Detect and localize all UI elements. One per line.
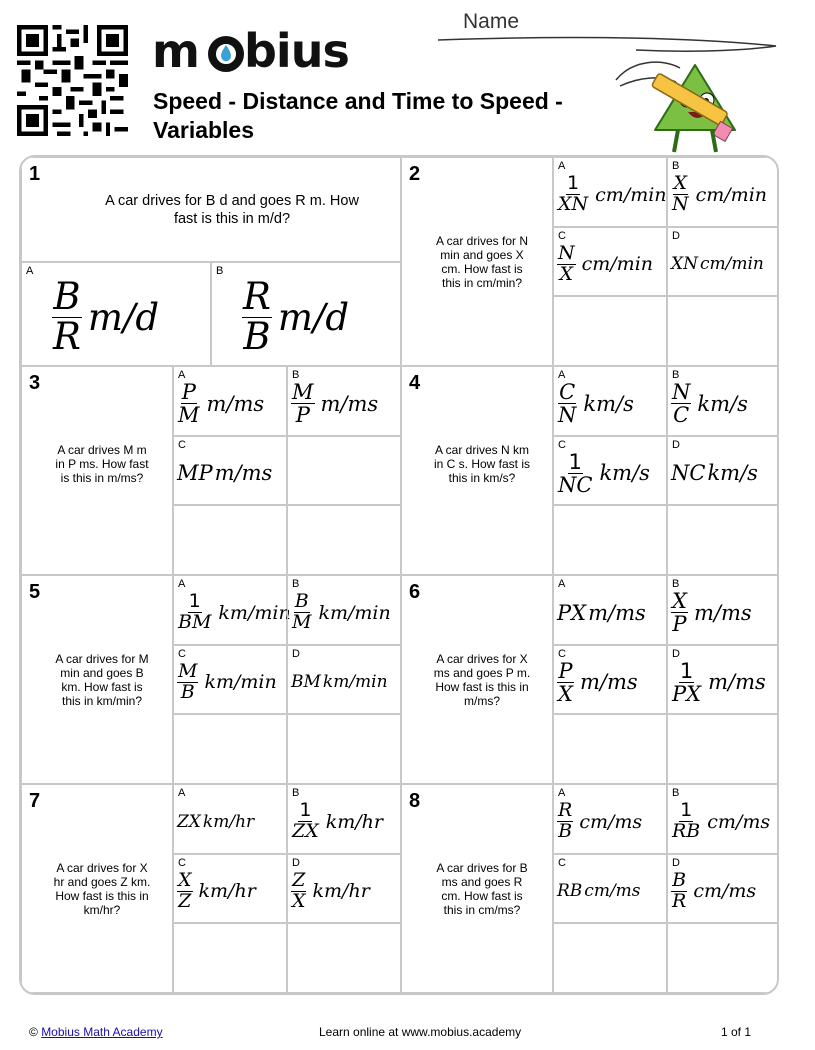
answer-content xyxy=(291,584,399,642)
option-letter: B xyxy=(672,160,680,172)
answer-content xyxy=(671,793,779,851)
fraction-numerator: X xyxy=(178,868,192,891)
empty-cell xyxy=(287,714,401,784)
svg-text:m: m xyxy=(152,27,199,78)
option-letter: B xyxy=(672,787,680,799)
mascot-illustration xyxy=(612,40,742,158)
option-letter: B xyxy=(292,369,300,381)
answer-unit: m/d xyxy=(87,295,160,339)
fraction-denominator: N xyxy=(672,193,689,216)
question-number: 2 xyxy=(409,163,421,185)
fraction-denominator: M xyxy=(178,403,200,428)
answer-content xyxy=(557,375,665,433)
answer-content xyxy=(671,584,779,642)
question-cell xyxy=(401,575,553,784)
answer-unit: km/s xyxy=(707,461,758,486)
empty-cell xyxy=(553,923,667,993)
answer-content xyxy=(557,654,665,712)
fraction-numerator: B xyxy=(672,868,687,891)
fraction-numerator: R xyxy=(243,274,271,318)
fraction-numerator: 1 xyxy=(299,799,312,822)
answer-content xyxy=(291,793,399,851)
answer-content xyxy=(177,793,285,851)
answer-option-c[interactable] xyxy=(553,227,667,297)
option-letter: A xyxy=(558,369,566,381)
question-text: A car drives for B d and goes R m. How fast is this in m/d? xyxy=(105,193,359,227)
answer-option-b[interactable] xyxy=(667,784,779,854)
question-text: A car drives for X hr and goes Z km. How fast is this in km/hr? xyxy=(53,861,151,917)
fraction-denominator: Z xyxy=(178,889,192,912)
answer-unit: km/min xyxy=(218,601,291,624)
fraction-numerator: 1 xyxy=(679,658,694,683)
fraction-numerator: 1 xyxy=(680,799,693,822)
answer-unit: cm/min xyxy=(695,183,768,206)
fraction-numerator: X xyxy=(673,172,688,195)
answer-option-a[interactable] xyxy=(553,157,667,227)
fraction-denominator: BM xyxy=(178,611,212,634)
fraction-numerator: 1 xyxy=(568,449,582,474)
answer-option-d[interactable] xyxy=(287,645,401,715)
answer-content xyxy=(671,166,779,224)
answer-expression: PX xyxy=(557,600,587,625)
question-cell xyxy=(21,784,173,993)
answer-fraction xyxy=(291,381,315,426)
question-number: 3 xyxy=(29,372,41,394)
answer-unit: m/ms xyxy=(214,461,273,486)
fraction-numerator: B xyxy=(53,274,81,318)
option-letter: C xyxy=(178,856,186,869)
option-letter: A xyxy=(178,369,186,381)
answer-content xyxy=(242,271,399,363)
answer-content xyxy=(557,445,665,503)
fraction-numerator: M xyxy=(292,380,314,405)
answer-fraction xyxy=(242,274,272,358)
fraction-numerator: N xyxy=(558,241,575,264)
empty-cell xyxy=(667,296,779,366)
empty-cell xyxy=(667,714,779,784)
fraction-numerator: B xyxy=(294,590,309,613)
copyright-symbol: © xyxy=(29,1025,38,1039)
question-cell xyxy=(21,575,173,784)
question-cell xyxy=(21,157,401,262)
option-letter: A xyxy=(558,578,566,590)
answer-unit: m/ms xyxy=(320,391,379,416)
option-letter: C xyxy=(558,856,566,869)
answer-unit: km/hr xyxy=(312,880,370,903)
answer-expression: BM xyxy=(291,672,321,693)
answer-unit: km/min xyxy=(204,671,277,694)
option-letter: A xyxy=(178,578,186,590)
question-number: 5 xyxy=(29,581,41,603)
answer-unit: cm/min xyxy=(595,183,667,206)
answer-content xyxy=(177,445,285,503)
fraction-denominator: ZX xyxy=(292,820,319,843)
answer-unit: km/s xyxy=(599,461,650,486)
option-letter: D xyxy=(292,856,300,869)
option-letter: A xyxy=(558,787,566,799)
answer-unit: m/ms xyxy=(579,670,638,695)
answer-content xyxy=(671,654,779,712)
fraction-denominator: B xyxy=(180,680,195,703)
question-number: 7 xyxy=(29,790,41,812)
answer-option-a[interactable] xyxy=(173,366,287,436)
answer-unit: cm/ms xyxy=(579,810,643,833)
question-text: A car drives M m in P ms. How fast is this in m/ms? xyxy=(55,443,149,485)
empty-cell xyxy=(287,923,401,993)
answer-unit: m/ms xyxy=(708,670,766,695)
question-number: 6 xyxy=(409,581,421,603)
answer-content xyxy=(557,863,665,921)
empty-cell xyxy=(173,714,287,784)
mobius-logo xyxy=(152,27,354,79)
answer-fraction xyxy=(177,659,198,703)
answer-option-a[interactable] xyxy=(553,366,667,436)
qr-code xyxy=(17,25,128,136)
answer-fraction xyxy=(557,381,577,426)
empty-cell xyxy=(173,505,287,575)
option-letter: A xyxy=(178,787,186,799)
option-letter: D xyxy=(292,647,300,660)
answer-option-d[interactable] xyxy=(287,854,401,924)
fraction-numerator: R xyxy=(558,799,573,822)
answer-unit: m/d xyxy=(277,295,350,339)
answer-fraction xyxy=(671,660,702,705)
answer-option-a[interactable] xyxy=(173,784,287,854)
worksheet xyxy=(19,155,779,995)
answer-content xyxy=(671,375,779,433)
answer-unit: m/ms xyxy=(206,391,265,416)
answer-unit: cm/ms xyxy=(584,881,641,902)
empty-cell xyxy=(553,505,667,575)
fraction-numerator: P xyxy=(181,380,196,405)
question-number: 4 xyxy=(409,372,421,394)
answer-option-b[interactable] xyxy=(287,784,401,854)
fraction-denominator: PX xyxy=(672,681,702,706)
answer-fraction xyxy=(557,451,593,496)
page-number: 1 of 1 xyxy=(721,1025,752,1039)
fraction-denominator: X xyxy=(292,889,306,912)
question-cell xyxy=(401,366,553,575)
answer-content xyxy=(671,863,779,921)
answer-expression: RB xyxy=(557,881,583,902)
answer-content xyxy=(177,584,291,642)
answer-fraction xyxy=(671,868,687,912)
answer-option-d[interactable] xyxy=(667,436,779,506)
answer-content xyxy=(557,166,665,224)
question-number: 1 xyxy=(29,163,41,185)
question-text: A car drives for N min and goes X cm. How fast is this in cm/min? xyxy=(435,234,529,290)
answer-fraction xyxy=(557,174,589,215)
answer-expression: NC xyxy=(671,461,706,486)
answer-unit: m/ms xyxy=(693,600,752,625)
fraction-denominator: M xyxy=(292,611,312,634)
option-letter: B xyxy=(216,265,224,277)
answer-unit: km/hr xyxy=(202,811,255,832)
mobius-academy-link[interactable]: Mobius Math Academy xyxy=(41,1025,163,1039)
answer-option-c[interactable] xyxy=(173,854,287,924)
fraction-numerator: C xyxy=(559,380,576,405)
fraction-numerator: 1 xyxy=(188,590,201,613)
answer-content xyxy=(671,236,779,294)
answer-option-b[interactable] xyxy=(287,366,401,436)
answer-fraction xyxy=(177,868,193,912)
answer-option-c[interactable] xyxy=(173,436,287,506)
fraction-denominator: XN xyxy=(558,193,589,216)
question-text: A car drives N km in C s. How fast is this in km/s? xyxy=(433,443,531,485)
option-letter: D xyxy=(672,647,680,660)
answer-option-d[interactable] xyxy=(667,854,779,924)
svg-text:bius: bius xyxy=(244,27,349,78)
option-letter: C xyxy=(558,647,566,660)
answer-content xyxy=(557,236,665,294)
fraction-numerator: M xyxy=(178,659,198,682)
fraction-numerator: P xyxy=(558,658,573,683)
option-letter: B xyxy=(292,787,300,799)
answer-option-a[interactable] xyxy=(553,784,667,854)
fraction-denominator: RB xyxy=(672,820,701,843)
question-text: A car drives for X ms and goes P m. How fast is this in m/ms? xyxy=(433,652,531,708)
answer-fraction xyxy=(291,592,312,633)
answer-fraction xyxy=(557,801,573,842)
answer-option-b[interactable] xyxy=(287,575,401,645)
answer-content xyxy=(291,863,399,921)
answer-fraction xyxy=(291,801,320,842)
option-letter: A xyxy=(558,160,566,172)
answer-content xyxy=(177,863,285,921)
answer-unit: km/min xyxy=(322,672,388,693)
footer-center-text: Learn online at www.mobius.academy xyxy=(319,1025,522,1039)
answer-option-c[interactable] xyxy=(173,645,287,715)
empty-cell xyxy=(287,436,401,506)
option-letter: C xyxy=(178,438,186,451)
fraction-numerator: X xyxy=(672,589,687,614)
answer-fraction xyxy=(177,592,212,633)
question-cell xyxy=(401,157,553,366)
question-text: A car drives for M min and goes B km. How fast is this in km/min? xyxy=(55,652,149,708)
fraction-denominator: X xyxy=(558,681,573,706)
fraction-denominator: P xyxy=(295,403,310,428)
answer-fraction xyxy=(671,174,690,215)
option-letter: B xyxy=(292,578,300,590)
answer-fraction xyxy=(291,868,307,912)
answer-option-b[interactable] xyxy=(667,157,779,227)
answer-fraction xyxy=(177,381,201,426)
empty-cell xyxy=(553,714,667,784)
answer-option-d[interactable] xyxy=(667,645,779,715)
answer-content xyxy=(177,375,285,433)
answer-option-b[interactable] xyxy=(667,575,779,645)
answer-option-a[interactable] xyxy=(173,575,291,645)
answer-unit: m/ms xyxy=(588,600,646,625)
empty-cell xyxy=(667,505,779,575)
answer-fraction xyxy=(557,241,576,285)
answer-unit: km/hr xyxy=(198,880,256,903)
question-cell xyxy=(401,784,553,993)
answer-fraction xyxy=(52,274,82,358)
answer-expression: XN xyxy=(671,254,698,275)
empty-cell xyxy=(667,923,779,993)
option-letter: B xyxy=(672,369,680,381)
answer-expression: MP xyxy=(177,461,213,486)
answer-content xyxy=(52,271,209,363)
answer-option-d[interactable] xyxy=(667,227,779,297)
fraction-numerator: Z xyxy=(292,868,306,891)
answer-fraction xyxy=(557,660,574,705)
fraction-denominator: R xyxy=(53,314,81,358)
fraction-denominator: X xyxy=(559,262,574,285)
option-letter: D xyxy=(672,229,680,242)
empty-cell xyxy=(553,296,667,366)
empty-cell xyxy=(173,923,287,993)
answer-unit: km/min xyxy=(318,601,391,624)
option-letter: A xyxy=(26,265,34,277)
answer-unit: cm/min xyxy=(699,254,764,275)
option-letter: B xyxy=(672,578,680,590)
fraction-denominator: NC xyxy=(558,472,593,497)
answer-fraction xyxy=(671,590,688,635)
fraction-denominator: N xyxy=(558,403,577,428)
answer-content xyxy=(291,654,399,712)
answer-option-a[interactable] xyxy=(21,262,211,366)
question-cell xyxy=(21,366,173,575)
answer-content xyxy=(291,375,399,433)
question-number: 8 xyxy=(409,790,421,812)
option-letter: C xyxy=(178,647,186,660)
answer-content xyxy=(177,654,285,712)
answer-content xyxy=(557,584,665,642)
option-letter: D xyxy=(672,438,680,451)
answer-unit: km/s xyxy=(583,391,634,416)
fraction-denominator: C xyxy=(673,403,690,428)
fraction-denominator: P xyxy=(672,612,687,637)
answer-option-c[interactable] xyxy=(553,854,667,924)
fraction-denominator: R xyxy=(672,889,687,912)
name-label: Name xyxy=(463,10,520,33)
answer-expression: ZX xyxy=(177,811,201,832)
answer-content xyxy=(671,445,779,503)
fraction-denominator: B xyxy=(558,820,573,843)
answer-option-c[interactable] xyxy=(553,645,667,715)
answer-option-c[interactable] xyxy=(553,436,667,506)
answer-option-b[interactable] xyxy=(667,366,779,436)
answer-unit: km/s xyxy=(697,391,748,416)
answer-fraction xyxy=(671,381,691,426)
answer-content xyxy=(557,793,665,851)
option-letter: C xyxy=(558,229,566,242)
answer-option-b[interactable] xyxy=(211,262,401,366)
answer-fraction xyxy=(671,801,701,842)
answer-option-a[interactable] xyxy=(553,575,667,645)
empty-cell xyxy=(287,505,401,575)
option-letter: D xyxy=(672,856,680,869)
fraction-numerator: 1 xyxy=(567,172,580,195)
answer-unit: cm/min xyxy=(581,253,654,276)
fraction-numerator: N xyxy=(672,380,691,405)
option-letter: C xyxy=(558,438,566,451)
answer-unit: cm/ms xyxy=(693,880,757,903)
footer-copyright xyxy=(29,1025,163,1039)
fraction-denominator: B xyxy=(243,314,271,358)
page-title: Speed - Distance and Time to Speed - Variables xyxy=(153,88,563,143)
answer-unit: km/hr xyxy=(325,810,383,833)
answer-unit: cm/ms xyxy=(707,810,771,833)
question-text: A car drives for B ms and goes R cm. How fast is this in cm/ms? xyxy=(436,861,528,917)
